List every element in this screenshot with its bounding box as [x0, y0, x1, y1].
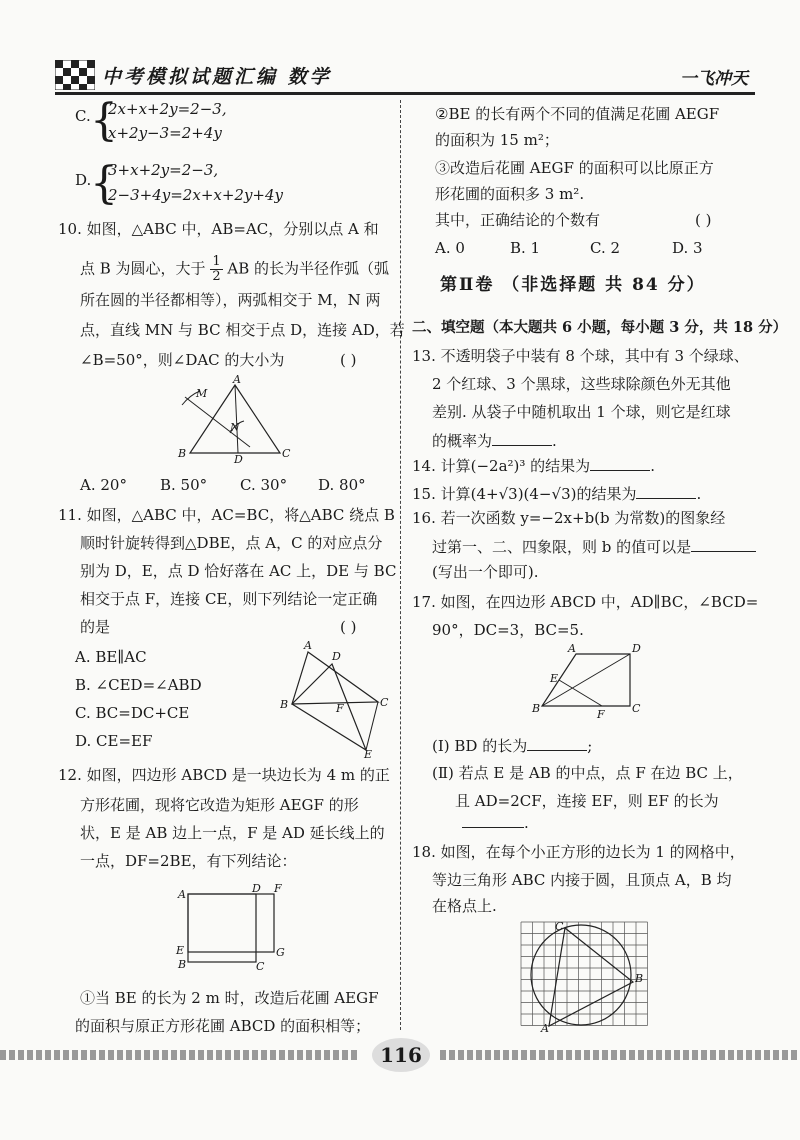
q18-line3: 在格点上. [432, 897, 497, 915]
q16-line1: 16. 若一次函数 y=−2x+b(b 为常数)的图象经 [412, 509, 726, 527]
svg-text:D: D [252, 882, 261, 895]
header-rule [55, 92, 755, 95]
q13-line1: 13. 不透明袋子中装有 8 个球，其中有 3 个绿球、 [412, 347, 749, 365]
q12-answer-paren: ( ) [695, 211, 712, 229]
q16-line3: (写出一个即可). [432, 563, 539, 581]
q12-conclusion1b: 的面积与原正方形花圃 ABCD 的面积相等； [75, 1017, 371, 1035]
q12-option-d: D. 3 [672, 239, 703, 257]
option-c-eq2: x+2y−3=2+4y [108, 124, 222, 142]
svg-text:F: F [336, 702, 344, 715]
q12-option-b: B. 1 [510, 239, 541, 257]
q18-line1: 18. 如图，在每个小正方形的边长为 1 的网格中， [412, 843, 745, 861]
q17-part2b: 且 AD=2CF，连接 EF，则 EF 的长为 [455, 792, 719, 810]
q17-part1-text: (Ⅰ) BD 的长为 [432, 737, 528, 755]
q11-answer-paren: ( ) [340, 618, 357, 636]
q10-option-d: D. 80° [318, 476, 366, 494]
q11-option-a: A. BE∥AC [75, 648, 147, 666]
q12-question: 其中，正确结论的个数有 [435, 211, 601, 229]
q16-text: 过第一、二、四象限，则 b 的值可以是 [432, 538, 692, 556]
q10-figure [170, 375, 300, 465]
section-heading: 第Ⅱ卷 （非选择题 共 84 分） [440, 275, 706, 295]
svg-text:A: A [568, 642, 576, 655]
q14-line: 14. 计算(−2a²)³ 的结果为 . [412, 457, 655, 475]
q12-line4: 一点，DF=2BE，有下列结论： [80, 852, 297, 870]
header-brand: 一飞冲天 [680, 69, 748, 89]
q17-figure [530, 642, 650, 722]
svg-text:F: F [274, 882, 282, 895]
q14-text: 14. 计算(−2a²)³ 的结果为 [412, 457, 591, 475]
q16-answer-blank[interactable] [691, 536, 756, 552]
q12-conclusion2a: ②BE 的长有两个不同的值满足花圃 AEGF [435, 105, 720, 123]
q10-line2b: AB 的长为半径作弧（弧 [227, 259, 390, 278]
svg-text:C: C [632, 702, 641, 715]
q12-line2: 方形花圃，现将它改造为矩形 AEGF 的形 [80, 796, 359, 814]
q12-conclusion3b: 形花圃的面积多 3 m². [435, 185, 585, 203]
footer-ornament-right [440, 1050, 800, 1060]
q18-grid-figure [515, 918, 655, 1038]
q15-text: 15. 计算(4+√3)(4−√3)的结果为 [412, 485, 637, 503]
q11-line1: 11. 如图，△ABC 中，AC=BC，将△ABC 绕点 B [58, 506, 395, 524]
option-c-eq1: 2x+x+2y=2−3, [108, 100, 227, 118]
svg-text:D: D [632, 642, 641, 655]
q17-part1-blank[interactable] [527, 735, 587, 751]
q12-conclusion2b: 的面积为 15 m²； [435, 131, 559, 149]
header-title: 中考模拟试题汇编 数学 [102, 66, 332, 88]
q10-option-c: C. 30° [240, 476, 288, 494]
svg-text:B: B [635, 972, 644, 985]
q13-text: 的概率为 [432, 432, 493, 450]
section-subheading: 二、填空题（本大题共 6 小题，每小题 3 分，共 18 分） [412, 319, 788, 336]
q11-line3: 别为 D，E，点 D 恰好落在 AC 上，DE 与 BC [80, 562, 397, 580]
svg-text:F: F [597, 708, 605, 721]
q17-line2: 90°，DC=3，BC=5. [432, 621, 584, 639]
q10-line4: 点，直线 MN 与 BC 相交于点 D，连接 AD，若 [80, 321, 405, 339]
q10-line3: 所在圆的半径都相等），两弧相交于 M，N 两 [80, 291, 381, 309]
option-c-brace: { [90, 95, 118, 146]
svg-text:B: B [178, 958, 187, 971]
q10-line2a: 点 B 为圆心，大于 [80, 259, 206, 278]
q10-line1: 10. 如图，△ABC 中，AB=AC，分别以点 A 和 [58, 220, 379, 238]
q11-line2: 顺时针旋转得到△DBE，点 A，C 的对应点分 [80, 534, 383, 552]
q17-part2-blank[interactable] [462, 812, 524, 828]
q13-line4: 的概率为 . [432, 432, 557, 450]
option-d-label: D. [75, 171, 92, 189]
q10-answer-paren: ( ) [340, 351, 357, 369]
column-divider [400, 100, 401, 1030]
q13-line3: 差别. 从袋子中随机取出 1 个球，则它是红球 [432, 403, 731, 421]
q10-frac-den: 2 [212, 269, 221, 284]
svg-text:N: N [230, 421, 240, 434]
svg-text:A: A [178, 888, 186, 901]
footer-ornament-left [0, 1050, 360, 1060]
q12-line1: 12. 如图，四边形 ABCD 是一块边长为 4 m 的正 [58, 766, 390, 784]
svg-text:A: A [541, 1022, 549, 1035]
svg-text:B: B [280, 698, 289, 711]
q10-frac-num: 1 [212, 254, 221, 269]
q11-line5: 的是 [80, 618, 111, 636]
option-d-eq1: 3+x+2y=2−3, [108, 161, 219, 179]
q13-line2: 2 个红球、3 个黑球，这些球除颜色外无其他 [432, 375, 731, 393]
page-number: 116 [372, 1038, 430, 1072]
svg-text:C: C [380, 696, 389, 709]
svg-text:E: E [550, 672, 559, 685]
svg-text:D: D [234, 453, 243, 465]
q17-part2-answer: . [462, 812, 529, 833]
q14-answer-blank[interactable] [590, 455, 650, 471]
q12-option-c: C. 2 [590, 239, 621, 257]
q17-part1: (Ⅰ) BD 的长为 ; [432, 737, 593, 755]
svg-text:A: A [304, 640, 312, 652]
q12-conclusion3a: ③改造后花圃 AEGF 的面积可以比原正方 [435, 159, 714, 177]
option-d-eq2: 2−3+4y=2x+x+2y+4y [108, 186, 284, 204]
q11-option-c: C. BC=DC+CE [75, 704, 190, 722]
q10-option-b: B. 50° [160, 476, 208, 494]
svg-text:C: C [555, 920, 564, 933]
q11-option-b: B. ∠CED=∠ABD [75, 676, 202, 694]
q10-fraction [210, 255, 222, 284]
q12-figure [170, 882, 300, 972]
svg-text:M: M [196, 387, 208, 400]
q12-conclusion1a: ①当 BE 的长为 2 m 时，改造后花圃 AEGF [80, 989, 379, 1007]
svg-text:E: E [176, 944, 185, 957]
q11-line4: 相交于点 F，连接 CE，则下列结论一定正确 [80, 590, 378, 608]
q10-line2 [80, 255, 389, 284]
q12-option-a: A. 0 [435, 239, 465, 257]
q15-answer-blank[interactable] [636, 483, 696, 499]
option-c-label: C. [75, 107, 91, 125]
q10-line5: ∠B=50°，则∠DAC 的大小为 [80, 351, 285, 369]
q17-part2a: (Ⅱ) 若点 E 是 AB 的中点，点 F 在边 BC 上， [432, 764, 743, 782]
q13-answer-blank[interactable] [492, 430, 552, 446]
q16-line2 [432, 536, 756, 557]
q15-line: 15. 计算(4+√3)(4−√3)的结果为 . [412, 485, 702, 503]
option-d-brace: { [90, 158, 118, 209]
q10-option-a: A. 20° [80, 476, 127, 494]
svg-text:C: C [282, 447, 291, 460]
svg-text:B: B [532, 702, 541, 715]
svg-text:B: B [178, 447, 187, 460]
svg-text:E: E [364, 748, 373, 760]
q12-line3: 状，E 是 AB 边上一点，F 是 AD 延长线上的 [80, 824, 385, 842]
svg-text:D: D [332, 650, 341, 663]
q17-line1: 17. 如图，在四边形 ABCD 中，AD∥BC，∠BCD= [412, 593, 759, 611]
svg-text:G: G [276, 946, 285, 959]
q11-figure [280, 640, 390, 760]
svg-text:C: C [256, 960, 265, 972]
q11-option-d: D. CE=EF [75, 732, 153, 750]
q18-line2: 等边三角形 ABC 内接于圆，且顶点 A，B 均 [432, 871, 732, 889]
header-checker-icon [55, 60, 95, 90]
svg-text:A: A [233, 375, 241, 386]
